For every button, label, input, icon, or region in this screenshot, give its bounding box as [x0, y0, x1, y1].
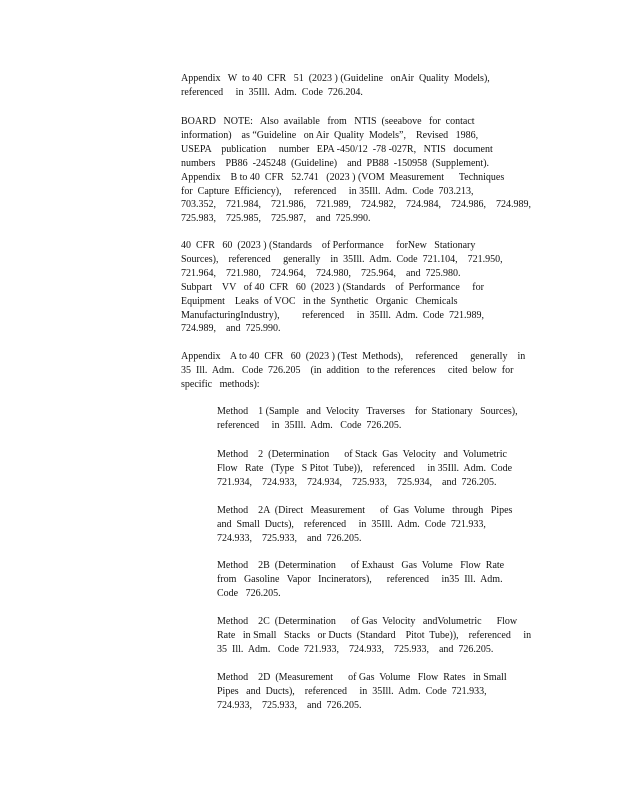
text-line: numbers PB86 -245248 (Guideline) and PB88 -150958 (Supplement). — [181, 157, 490, 169]
text-line: Rate in Small Stacks or Ducts (Standard Pitot Tube)), referenced in — [217, 629, 532, 641]
text-line: from Gasoline Vapor Incinerators), referenced in35 Ill. Adm. — [217, 573, 503, 585]
text-line: 703.352, 721.984, 721.986, 721.989, 724.982, 724.984, 724.986, 724.989, — [181, 199, 531, 211]
text-line: referenced in 35Ill. Adm. Code 726.205. — [217, 419, 402, 431]
text-line: Code 726.205. — [217, 587, 281, 599]
text-line: Flow Rate (Type S Pitot Tube)), referenced in 35Ill. Adm. Code — [217, 462, 513, 474]
paragraph-appendix-w — [181, 72, 551, 100]
text-line: and Small Ducts), referenced in 35Ill. Adm. Code 721.933, — [217, 518, 486, 530]
text-line: Pipes and Ducts), referenced in 35Ill. Adm. Code 721.933, — [217, 685, 487, 697]
method-2a-entry — [217, 504, 551, 546]
text-line: for Capture Efficiency), referenced in 35Ill. Adm. Code 703.213, — [181, 185, 474, 197]
text-line: Method 2A (Direct Measurement of Gas Volume through Pipes — [217, 505, 513, 516]
text-line: 724.933, 725.933, and 726.205. — [217, 699, 362, 711]
text-line: BOARD NOTE: Also available from NTIS (seeabove for contact — [181, 116, 475, 127]
text-line: Method 2B (Determination of Exhaust Gas Volume Flow Rate — [217, 560, 505, 571]
text-line: referenced in 35Ill. Adm. Code 726.204. — [181, 86, 363, 98]
paragraph-appendix-a — [181, 350, 551, 392]
text-line: Method 2 (Determination of Stack Gas Velocity and Volumetric — [217, 449, 507, 460]
text-line: specific methods): — [181, 378, 260, 390]
method-2d-entry — [217, 671, 551, 713]
method-1-entry — [217, 405, 551, 433]
text-line: information) as “Guideline on Air Quality Models”, Revised 1986, — [181, 129, 479, 141]
text-line: Method 2C (Determination of Gas Velocity andVolumetric Flow — [217, 616, 518, 627]
text-line: 725.983, 725.985, 725.987, and 725.990. — [181, 213, 371, 225]
method-2b-entry — [217, 559, 551, 601]
paragraph-cfr-60 — [181, 239, 551, 336]
text-line: 40 CFR 60 (2023 ) (Standards of Performance forNew Stationary — [181, 240, 476, 251]
text-line: Appendix W to 40 CFR 51 (2023 ) (Guideline onAir Quality Models), — [181, 73, 490, 84]
text-line: Method 1 (Sample and Velocity Traverses for Stationary Sources), — [217, 406, 518, 417]
text-line: 35 Ill. Adm. Code 726.205 (in addition to the references cited below for — [181, 364, 514, 376]
text-line: Equipment Leaks of VOC in the Synthetic Organic Chemicals — [181, 295, 458, 307]
text-line: 721.964, 721.980, 724.964, 724.980, 725.964, and 725.980. — [181, 267, 461, 279]
text-line: USEPA publication number EPA -450/12 -78 -027R, NTIS document — [181, 143, 493, 155]
text-line: 724.989, and 725.990. — [181, 323, 281, 335]
method-2c-entry — [217, 615, 551, 657]
text-line: ManufacturingIndustry), referenced in 35Ill. Adm. Code 721.989, — [181, 309, 484, 321]
text-line: 35 Ill. Adm. Code 721.933, 724.933, 725.933, and 726.205. — [217, 643, 494, 655]
text-line: 724.933, 725.933, and 726.205. — [217, 532, 362, 544]
text-line: Appendix B to 40 CFR 52.741 (2023 ) (VOM Measurement Techniques — [181, 171, 505, 183]
paragraph-board-note — [181, 115, 551, 226]
text-line: Method 2D (Measurement of Gas Volume Flow Rates in Small — [217, 672, 507, 683]
method-2-entry — [217, 448, 551, 490]
text-line: 721.934, 724.933, 724.934, 725.933, 725.934, and 726.205. — [217, 476, 497, 488]
text-line: Sources), referenced generally in 35Ill. Adm. Code 721.104, 721.950, — [181, 253, 503, 265]
text-line: Subpart VV of 40 CFR 60 (2023 ) (Standards of Performance for — [181, 281, 484, 293]
text-line: Appendix A to 40 CFR 60 (2023 ) (Test Methods), referenced generally in — [181, 351, 526, 362]
